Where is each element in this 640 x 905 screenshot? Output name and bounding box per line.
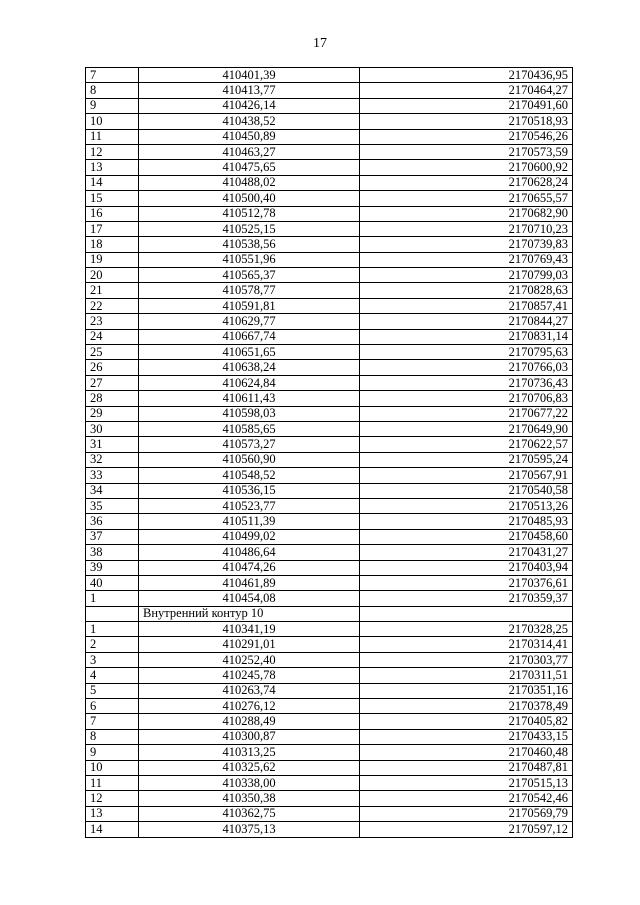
table-row	[86, 68, 573, 83]
table-row	[86, 221, 573, 236]
x-coordinate-cell: 410438,52	[139, 114, 360, 129]
table-row	[86, 298, 573, 313]
table-row	[86, 668, 573, 683]
point-number-cell: 9	[86, 745, 139, 760]
point-number-cell: 19	[86, 252, 139, 267]
point-number-cell: 27	[86, 375, 139, 390]
y-coordinate-cell: 2170542,46	[360, 791, 573, 806]
x-coordinate-cell: 410454,08	[139, 591, 360, 606]
y-coordinate-cell: 2170600,92	[360, 160, 573, 175]
x-coordinate-cell: 410288,49	[139, 714, 360, 729]
table-row	[86, 483, 573, 498]
table-row	[86, 252, 573, 267]
x-coordinate-cell: 410511,39	[139, 514, 360, 529]
table-row	[86, 637, 573, 652]
x-coordinate-cell: 410413,77	[139, 83, 360, 98]
x-coordinate-cell: 410523,77	[139, 498, 360, 513]
point-number-cell: 14	[86, 822, 139, 837]
x-coordinate-cell: 410362,75	[139, 806, 360, 821]
y-coordinate-cell: 2170431,27	[360, 545, 573, 560]
x-coordinate-cell: 410500,40	[139, 191, 360, 206]
table-row	[86, 468, 573, 483]
point-number-cell: 13	[86, 806, 139, 821]
table-row	[86, 791, 573, 806]
point-number-cell: 31	[86, 437, 139, 452]
table-row	[86, 191, 573, 206]
table-row	[86, 806, 573, 821]
y-coordinate-cell: 2170436,95	[360, 68, 573, 83]
table-row	[86, 745, 573, 760]
table-row	[86, 514, 573, 529]
point-number-cell: 4	[86, 668, 139, 683]
x-coordinate-cell: 410486,64	[139, 545, 360, 560]
y-coordinate-cell: 2170655,57	[360, 191, 573, 206]
x-coordinate-cell: 410375,13	[139, 822, 360, 837]
x-coordinate-cell: 410548,52	[139, 468, 360, 483]
point-number-cell: 38	[86, 545, 139, 560]
x-coordinate-cell: 410338,00	[139, 775, 360, 790]
point-number-cell: 13	[86, 160, 139, 175]
table-row	[86, 775, 573, 790]
page-number: 17	[313, 36, 327, 51]
table-row	[86, 114, 573, 129]
x-coordinate-cell: 410325,62	[139, 760, 360, 775]
section-header-number-cell	[86, 606, 139, 621]
y-coordinate-cell: 2170314,41	[360, 637, 573, 652]
point-number-cell: 1	[86, 591, 139, 606]
x-coordinate-cell: 410573,27	[139, 437, 360, 452]
y-coordinate-cell: 2170597,12	[360, 822, 573, 837]
point-number-cell: 26	[86, 360, 139, 375]
x-coordinate-cell: 410291,01	[139, 637, 360, 652]
x-coordinate-cell: 410499,02	[139, 529, 360, 544]
point-number-cell: 32	[86, 452, 139, 467]
point-number-cell: 28	[86, 391, 139, 406]
table-row	[86, 560, 573, 575]
x-coordinate-cell: 410565,37	[139, 268, 360, 283]
x-coordinate-cell: 410551,96	[139, 252, 360, 267]
table-row	[86, 529, 573, 544]
point-number-cell: 23	[86, 314, 139, 329]
coordinates-table-body	[86, 68, 573, 838]
point-number-cell: 29	[86, 406, 139, 421]
y-coordinate-cell: 2170433,15	[360, 729, 573, 744]
x-coordinate-cell: 410591,81	[139, 298, 360, 313]
point-number-cell: 14	[86, 175, 139, 190]
y-coordinate-cell: 2170831,14	[360, 329, 573, 344]
y-coordinate-cell: 2170359,37	[360, 591, 573, 606]
y-coordinate-cell: 2170769,43	[360, 252, 573, 267]
table-row	[86, 144, 573, 159]
point-number-cell: 1	[86, 622, 139, 637]
table-row	[86, 283, 573, 298]
point-number-cell: 25	[86, 345, 139, 360]
y-coordinate-cell: 2170405,82	[360, 714, 573, 729]
point-number-cell: 18	[86, 237, 139, 252]
y-coordinate-cell: 2170491,60	[360, 98, 573, 113]
x-coordinate-cell: 410629,77	[139, 314, 360, 329]
table-row	[86, 129, 573, 144]
y-coordinate-cell: 2170403,94	[360, 560, 573, 575]
table-row	[86, 714, 573, 729]
table-row	[86, 545, 573, 560]
y-coordinate-cell: 2170328,25	[360, 622, 573, 637]
y-coordinate-cell: 2170569,79	[360, 806, 573, 821]
table-row	[86, 314, 573, 329]
point-number-cell: 11	[86, 129, 139, 144]
y-coordinate-cell: 2170828,63	[360, 283, 573, 298]
point-number-cell: 10	[86, 760, 139, 775]
point-number-cell: 8	[86, 83, 139, 98]
table-row	[86, 175, 573, 190]
x-coordinate-cell: 410463,27	[139, 144, 360, 159]
y-coordinate-cell: 2170460,48	[360, 745, 573, 760]
x-coordinate-cell: 410538,56	[139, 237, 360, 252]
point-number-cell: 15	[86, 191, 139, 206]
y-coordinate-cell: 2170844,27	[360, 314, 573, 329]
x-coordinate-cell: 410245,78	[139, 668, 360, 683]
x-coordinate-cell: 410598,03	[139, 406, 360, 421]
x-coordinate-cell: 410350,38	[139, 791, 360, 806]
x-coordinate-cell: 410525,15	[139, 221, 360, 236]
x-coordinate-cell: 410341,19	[139, 622, 360, 637]
x-coordinate-cell: 410585,65	[139, 421, 360, 436]
point-number-cell: 36	[86, 514, 139, 529]
point-number-cell: 6	[86, 699, 139, 714]
point-number-cell: 20	[86, 268, 139, 283]
point-number-cell: 12	[86, 791, 139, 806]
y-coordinate-cell: 2170595,24	[360, 452, 573, 467]
table-row	[86, 652, 573, 667]
x-coordinate-cell: 410461,89	[139, 575, 360, 590]
point-number-cell: 5	[86, 683, 139, 698]
table-row	[86, 575, 573, 590]
x-coordinate-cell: 410313,25	[139, 745, 360, 760]
point-number-cell: 8	[86, 729, 139, 744]
y-coordinate-cell: 2170546,26	[360, 129, 573, 144]
x-coordinate-cell: 410300,87	[139, 729, 360, 744]
x-coordinate-cell: 410611,43	[139, 391, 360, 406]
y-coordinate-cell: 2170487,81	[360, 760, 573, 775]
x-coordinate-cell: 410512,78	[139, 206, 360, 221]
point-number-cell: 3	[86, 652, 139, 667]
table-row	[86, 729, 573, 744]
y-coordinate-cell: 2170766,03	[360, 360, 573, 375]
y-coordinate-cell: 2170515,13	[360, 775, 573, 790]
point-number-cell: 35	[86, 498, 139, 513]
section-header-empty-cell	[360, 606, 573, 621]
y-coordinate-cell: 2170303,77	[360, 652, 573, 667]
y-coordinate-cell: 2170518,93	[360, 114, 573, 129]
table-row	[86, 452, 573, 467]
y-coordinate-cell: 2170573,59	[360, 144, 573, 159]
table-row	[86, 406, 573, 421]
y-coordinate-cell: 2170311,51	[360, 668, 573, 683]
y-coordinate-cell: 2170376,61	[360, 575, 573, 590]
y-coordinate-cell: 2170464,27	[360, 83, 573, 98]
y-coordinate-cell: 2170736,43	[360, 375, 573, 390]
y-coordinate-cell: 2170682,90	[360, 206, 573, 221]
y-coordinate-cell: 2170378,49	[360, 699, 573, 714]
point-number-cell: 16	[86, 206, 139, 221]
x-coordinate-cell: 410536,15	[139, 483, 360, 498]
y-coordinate-cell: 2170677,22	[360, 406, 573, 421]
y-coordinate-cell: 2170567,91	[360, 468, 573, 483]
x-coordinate-cell: 410560,90	[139, 452, 360, 467]
y-coordinate-cell: 2170622,57	[360, 437, 573, 452]
point-number-cell: 39	[86, 560, 139, 575]
point-number-cell: 7	[86, 714, 139, 729]
y-coordinate-cell: 2170628,24	[360, 175, 573, 190]
y-coordinate-cell: 2170351,16	[360, 683, 573, 698]
table-row	[86, 760, 573, 775]
point-number-cell: 30	[86, 421, 139, 436]
table-row	[86, 268, 573, 283]
point-number-cell: 21	[86, 283, 139, 298]
point-number-cell: 10	[86, 114, 139, 129]
table-row	[86, 437, 573, 452]
table-row	[86, 98, 573, 113]
x-coordinate-cell: 410638,24	[139, 360, 360, 375]
x-coordinate-cell: 410401,39	[139, 68, 360, 83]
table-row	[86, 345, 573, 360]
point-number-cell: 12	[86, 144, 139, 159]
table-row	[86, 822, 573, 837]
point-number-cell: 22	[86, 298, 139, 313]
y-coordinate-cell: 2170649,90	[360, 421, 573, 436]
table-row	[86, 391, 573, 406]
table-row	[86, 329, 573, 344]
x-coordinate-cell: 410488,02	[139, 175, 360, 190]
y-coordinate-cell: 2170458,60	[360, 529, 573, 544]
x-coordinate-cell: 410450,89	[139, 129, 360, 144]
point-number-cell: 24	[86, 329, 139, 344]
y-coordinate-cell: 2170513,26	[360, 498, 573, 513]
x-coordinate-cell: 410651,65	[139, 345, 360, 360]
table-row	[86, 498, 573, 513]
y-coordinate-cell: 2170710,23	[360, 221, 573, 236]
point-number-cell: 7	[86, 68, 139, 83]
x-coordinate-cell: 410578,77	[139, 283, 360, 298]
table-row	[86, 375, 573, 390]
point-number-cell: 11	[86, 775, 139, 790]
x-coordinate-cell: 410474,26	[139, 560, 360, 575]
point-number-cell: 17	[86, 221, 139, 236]
y-coordinate-cell: 2170795,63	[360, 345, 573, 360]
table-row	[86, 206, 573, 221]
coordinates-table	[85, 67, 573, 838]
y-coordinate-cell: 2170485,93	[360, 514, 573, 529]
x-coordinate-cell: 410252,40	[139, 652, 360, 667]
y-coordinate-cell: 2170799,03	[360, 268, 573, 283]
table-row	[86, 622, 573, 637]
table-row	[86, 591, 573, 606]
x-coordinate-cell: 410624,84	[139, 375, 360, 390]
x-coordinate-cell: 410263,74	[139, 683, 360, 698]
point-number-cell: 33	[86, 468, 139, 483]
point-number-cell: 40	[86, 575, 139, 590]
x-coordinate-cell: 410475,65	[139, 160, 360, 175]
table-row	[86, 683, 573, 698]
x-coordinate-cell: 410276,12	[139, 699, 360, 714]
table-row	[86, 421, 573, 436]
point-number-cell: 34	[86, 483, 139, 498]
point-number-cell: 2	[86, 637, 139, 652]
x-coordinate-cell: 410667,74	[139, 329, 360, 344]
y-coordinate-cell: 2170540,58	[360, 483, 573, 498]
y-coordinate-cell: 2170706,83	[360, 391, 573, 406]
table-row	[86, 83, 573, 98]
point-number-cell: 9	[86, 98, 139, 113]
table-row	[86, 699, 573, 714]
table-row	[86, 360, 573, 375]
x-coordinate-cell: 410426,14	[139, 98, 360, 113]
y-coordinate-cell: 2170857,41	[360, 298, 573, 313]
point-number-cell: 37	[86, 529, 139, 544]
table-row	[86, 237, 573, 252]
section-header-row	[86, 606, 573, 621]
section-label: Внутренний контур 10	[139, 606, 360, 621]
table-row	[86, 160, 573, 175]
y-coordinate-cell: 2170739,83	[360, 237, 573, 252]
